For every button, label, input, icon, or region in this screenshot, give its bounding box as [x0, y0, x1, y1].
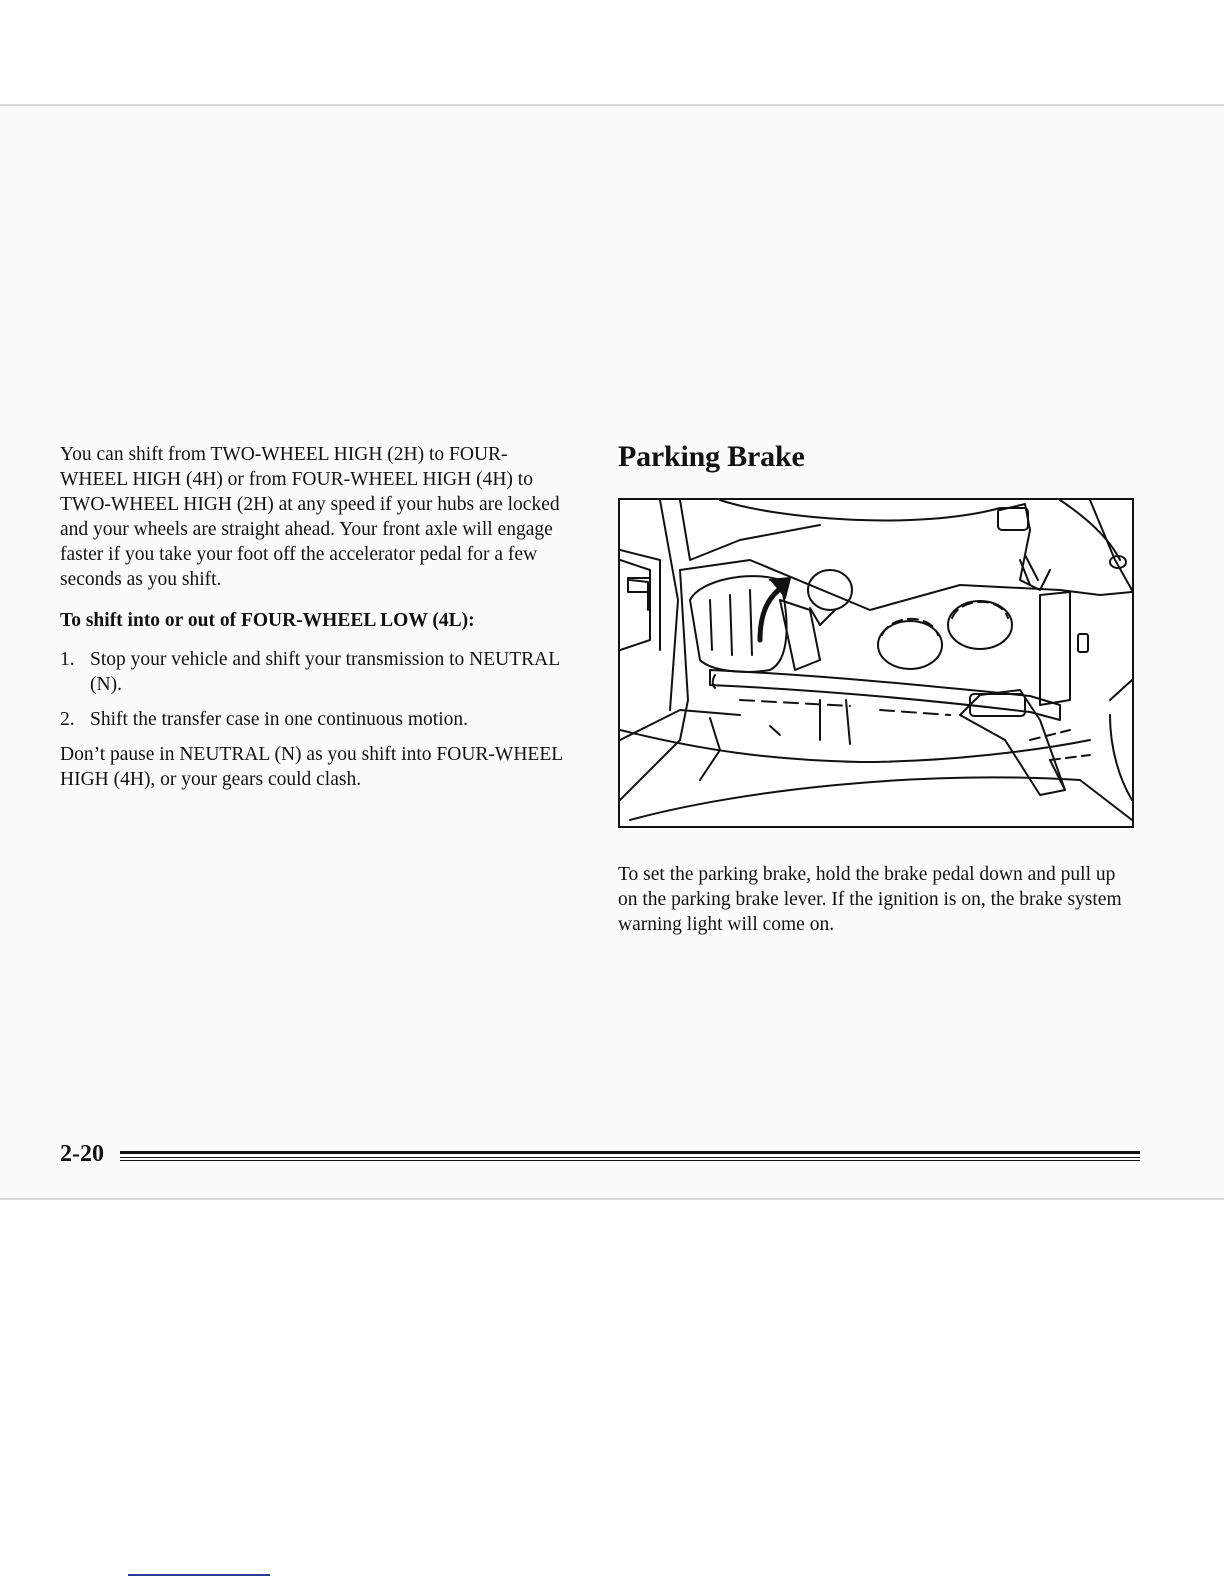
parking-brake-illustration: [618, 498, 1134, 828]
parking-brake-caption: To set the parking brake, hold the brake pedal down and pull up on the parking brake lever. If the ignition is on, the brake system warning light will come on.: [618, 864, 1122, 935]
step-number: 2.: [60, 709, 75, 730]
intro-paragraph: You can shift from TWO-WHEEL HIGH (2H) to FOUR-WHEEL HIGH (4H) or from FOUR-WHEEL HIGH (4H) to TWO-WHEEL HIGH (2H) at any speed if your hubs are locked and your wheels are straight ahead. Your front axle will engage faster if you take your foot off the accelerator pedal for a few seconds as you shift.: [60, 444, 560, 590]
right-column: [618, 438, 1138, 476]
bottom-link-underline: [128, 1574, 270, 1576]
section-title: Parking Brake: [618, 440, 805, 473]
page-number: 2-20: [60, 1141, 104, 1167]
footer-rule: [120, 1151, 1140, 1163]
step-item: [60, 707, 570, 732]
step-number: 1.: [60, 649, 75, 670]
step-item: [60, 647, 570, 697]
parking-brake-drawing: [620, 500, 1132, 826]
step-text: Shift the transfer case in one continuous motion.: [90, 709, 469, 730]
step-text: Stop your vehicle and shift your transmission to NEUTRAL (N).: [90, 649, 560, 695]
page-footer: [60, 1141, 1140, 1171]
closing-paragraph: Don’t pause in NEUTRAL (N) as you shift into FOUR-WHEEL HIGH (4H), or your gears could clash.: [60, 744, 563, 790]
left-column: [60, 442, 570, 792]
four-wheel-low-subheading: To shift into or out of FOUR-WHEEL LOW (4L):: [60, 610, 475, 631]
